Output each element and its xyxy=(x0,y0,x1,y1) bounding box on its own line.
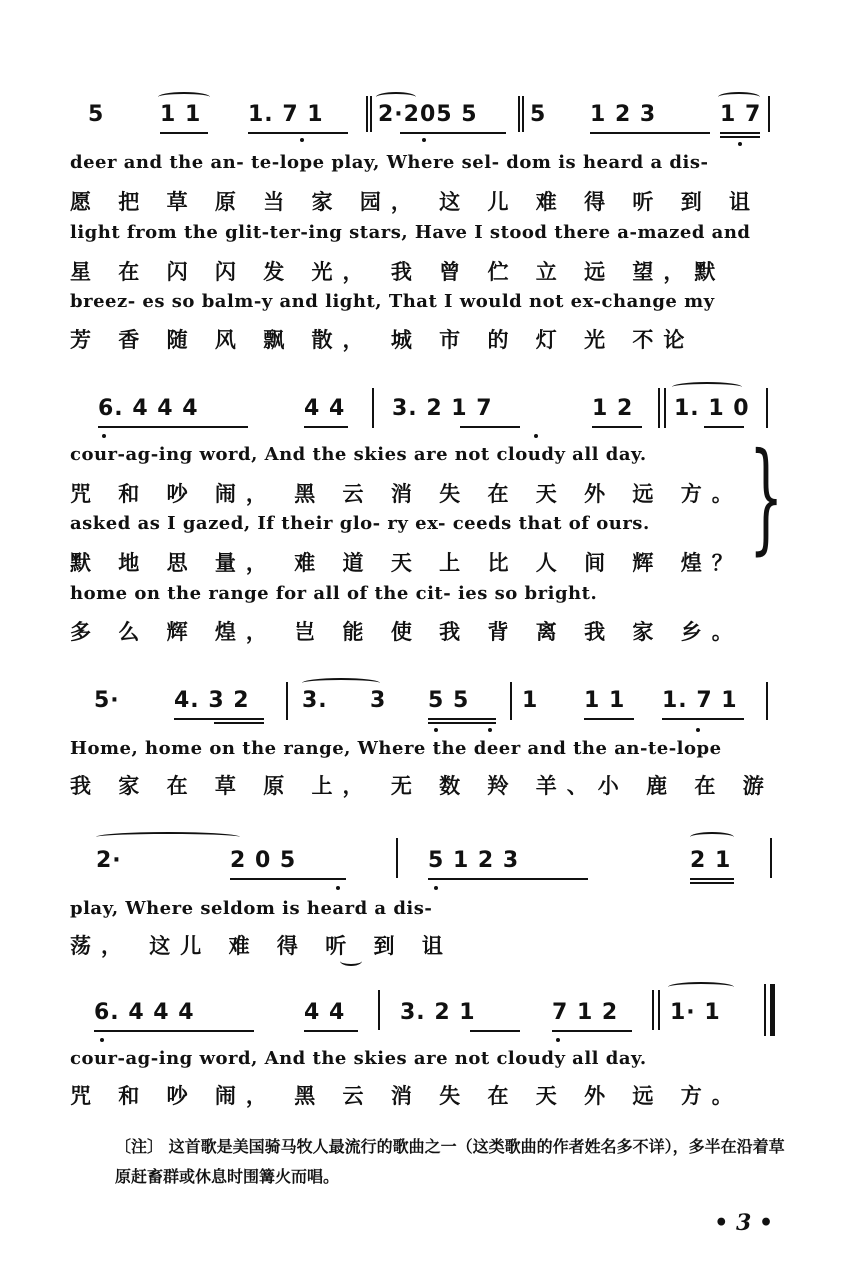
octave-dot xyxy=(434,886,438,890)
lyric-chinese-verse-1: 愿 把 草 原 当 家 园， 这 儿 难 得 听 到 诅 xyxy=(70,190,761,214)
underline xyxy=(304,1030,358,1032)
note-group: 3. 2 1 7 xyxy=(392,396,493,421)
note-group: 2 1 xyxy=(690,848,732,873)
page-number: • 3 • xyxy=(714,1210,773,1236)
verse-brace: } xyxy=(748,428,784,567)
note-group: 6. 4 4 4 xyxy=(94,1000,195,1025)
slur xyxy=(376,92,416,102)
octave-dot xyxy=(738,142,742,146)
note-group: 2·205 5 xyxy=(378,102,478,127)
bar-line xyxy=(372,388,374,428)
bar-line xyxy=(378,990,380,1030)
bar-line xyxy=(766,388,768,428)
bar-line xyxy=(510,682,512,720)
underline xyxy=(174,718,264,720)
note-group: 7 1 2 xyxy=(552,1000,619,1025)
lyric-chinese: 荡， 这儿 难 得 听 到 诅 xyxy=(70,934,453,958)
final-bar-thick xyxy=(770,984,775,1036)
lyric-chinese-verse-3: 多 么 辉 煌， 岂 能 使 我 背 离 我 家 乡。 xyxy=(70,620,743,644)
lyric-chinese: 我 家 在 草 原 上， 无 数 羚 羊、小 鹿 在 游 xyxy=(70,774,774,798)
lyric-english: Home, home on the range, Where the deer and the an-te-lope xyxy=(70,738,722,759)
underline xyxy=(592,426,642,428)
underline xyxy=(214,722,264,724)
underline xyxy=(470,1030,520,1032)
bar-line xyxy=(766,682,768,720)
note-group: 1 xyxy=(522,688,539,713)
underline xyxy=(94,1030,254,1032)
note-group: 4. 3 2 xyxy=(174,688,250,713)
octave-dot xyxy=(488,728,492,732)
bar-line xyxy=(664,388,666,428)
octave-dot xyxy=(696,728,700,732)
underline xyxy=(98,426,248,428)
underline xyxy=(428,718,496,720)
note-group: 2 0 5 xyxy=(230,848,297,873)
underline xyxy=(160,132,208,134)
underline xyxy=(248,132,348,134)
underline xyxy=(704,426,744,428)
underline xyxy=(460,426,520,428)
octave-dot xyxy=(434,728,438,732)
note-group: 1. 7 1 xyxy=(662,688,738,713)
bar-line xyxy=(652,990,654,1030)
lyric-english: play, Where seldom is heard a dis- xyxy=(70,898,433,919)
bar-line xyxy=(518,96,520,132)
note-group: 1 1 xyxy=(584,688,626,713)
underline xyxy=(428,722,496,724)
note-group: 1 1 xyxy=(160,102,202,127)
slur xyxy=(158,92,210,102)
underline xyxy=(584,718,634,720)
underline xyxy=(428,878,588,880)
footnote xyxy=(115,1132,795,1192)
footnote-text: 这首歌是美国骑马牧人最流行的歌曲之一（这类歌曲的作者姓名多不详），多半在沿着草原赶畜群或休息时围篝火而唱。 xyxy=(115,1137,785,1186)
note-group: 1. 1 0 xyxy=(674,396,750,421)
slur xyxy=(96,832,240,842)
note-group: 6. 4 4 4 xyxy=(98,396,199,421)
lyric-chinese-verse-1: 咒 和 吵 闹， 黑 云 消 失 在 天 外 远 方。 xyxy=(70,482,743,506)
underline xyxy=(230,878,346,880)
lyric-english-verse-2: light from the glit-ter-ing stars, Have I stood there a-mazed and xyxy=(70,222,751,243)
note-group: 5 5 xyxy=(428,688,470,713)
octave-dot xyxy=(556,1038,560,1042)
underline xyxy=(720,132,760,134)
note-group: 1. 7 1 xyxy=(248,102,324,127)
final-bar-thin xyxy=(764,984,766,1036)
lyric-chinese-verse-2: 默 地 思 量， 难 道 天 上 比 人 间 辉 煌？ xyxy=(70,551,743,575)
octave-dot xyxy=(300,138,304,142)
note-group: 3. xyxy=(302,688,328,713)
bar-line xyxy=(658,388,660,428)
lyric-english-verse-1: cour-ag-ing word, And the skies are not cloudy all day. xyxy=(70,444,647,465)
octave-dot xyxy=(102,434,106,438)
lyric-english: cour-ag-ing word, And the skies are not cloudy all day. xyxy=(70,1048,647,1069)
bar-line xyxy=(522,96,524,132)
slur xyxy=(302,678,380,688)
underline xyxy=(552,1030,632,1032)
underline xyxy=(662,718,744,720)
lyric-english-verse-3: home on the range for all of the cit- ies so bright. xyxy=(70,583,598,604)
note-group: 2· xyxy=(96,848,122,873)
footnote-label: 〔注〕 xyxy=(115,1137,164,1156)
note-group: 1 2 xyxy=(592,396,634,421)
octave-dot xyxy=(534,434,538,438)
note-group: 3 xyxy=(370,688,387,713)
lyric-english-verse-2: asked as I gazed, If their glo- ry ex- ceeds that of ours. xyxy=(70,513,650,534)
bar-line xyxy=(396,838,398,878)
slur xyxy=(718,92,760,102)
note-group: 5· xyxy=(94,688,120,713)
underline xyxy=(690,882,734,884)
note-group: 1· 1 xyxy=(670,1000,721,1025)
note-group: 4 4 xyxy=(304,396,346,421)
underline xyxy=(590,132,710,134)
underline xyxy=(304,426,348,428)
underline xyxy=(690,878,734,880)
slur xyxy=(668,982,734,992)
lyric-chinese-verse-2: 星 在 闪 闪 发 光， 我 曾 伫 立 远 望，默 xyxy=(70,260,726,284)
note-group: 5 xyxy=(530,102,547,127)
bar-line xyxy=(370,96,372,132)
slur xyxy=(690,832,734,842)
note-group: 5 1 2 3 xyxy=(428,848,520,873)
octave-dot xyxy=(422,138,426,142)
note-group: 4 4 xyxy=(304,1000,346,1025)
bar-line xyxy=(658,990,660,1030)
lyric-english-verse-3: breez- es so balm-y and light, That I would not ex-change my xyxy=(70,291,715,312)
note-group: 3. 2 1 xyxy=(400,1000,476,1025)
lyric-chinese: 咒 和 吵 闹， 黑 云 消 失 在 天 外 远 方。 xyxy=(70,1084,743,1108)
underline xyxy=(400,132,506,134)
lyric-chinese-verse-3: 芳 香 随 风 飘 散， 城 市 的 灯 光 不论 xyxy=(70,328,695,352)
bar-line xyxy=(770,838,772,878)
note-group: 5 xyxy=(88,102,105,127)
bar-line xyxy=(768,96,770,132)
underline xyxy=(720,136,760,138)
octave-dot xyxy=(100,1038,104,1042)
slur xyxy=(672,382,742,392)
bar-line xyxy=(366,96,368,132)
lyric-english-verse-1: deer and the an- te-lope play, Where sel- dom is heard a dis- xyxy=(70,152,709,173)
bar-line xyxy=(286,682,288,720)
note-group: 1 2 3 xyxy=(590,102,657,127)
note-group: 1 7 xyxy=(720,102,762,127)
octave-dot xyxy=(336,886,340,890)
